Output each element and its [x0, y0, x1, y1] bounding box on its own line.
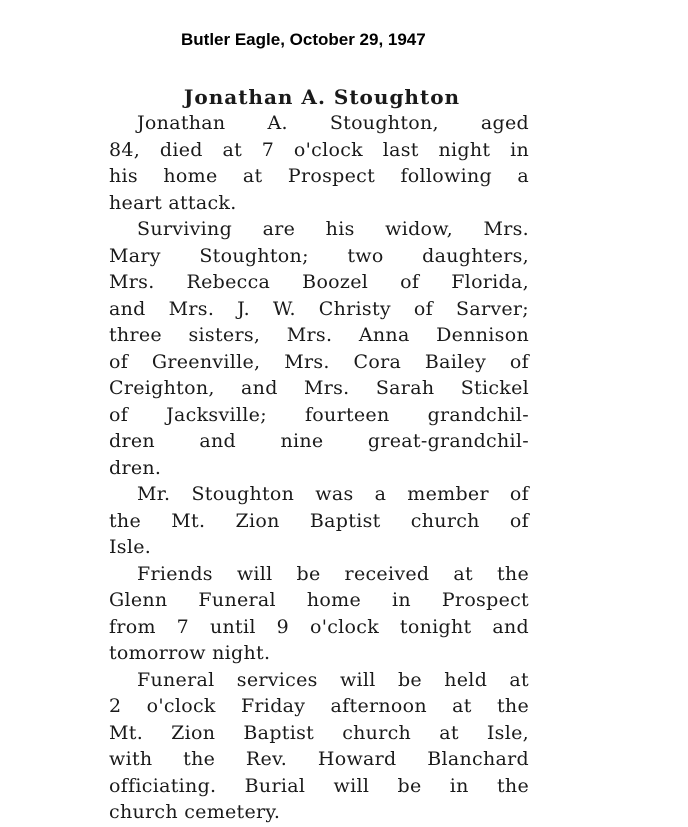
paragraph-services [109, 667, 529, 826]
text-line: and Mrs. J. W. Christy of Sarver; [109, 297, 529, 320]
text-line: Friends will be received at the [137, 562, 529, 585]
paragraph-survivors [109, 216, 529, 481]
text-line: officiating. Burial will be in the [109, 774, 529, 797]
text-line: Mrs. Rebecca Boozel of Florida, [109, 271, 529, 293]
text-line: 2 o'clock Friday afternoon at the [109, 695, 529, 717]
text-line: Surviving are his widow, Mrs. [137, 218, 529, 240]
text-line: Funeral services will be held at [137, 668, 529, 691]
text-line: with the Rev. Howard Blanchard [109, 748, 529, 770]
text-line: Mt. Zion Baptist church at Isle, [109, 721, 529, 744]
obituary-headline: Jonathan A. Stoughton [183, 85, 461, 109]
text-line: dren. [109, 456, 162, 479]
text-line: Creighton, and Mrs. Sarah Stickel [109, 377, 529, 399]
text-line: three sisters, Mrs. Anna Dennison [109, 324, 529, 346]
source-caption: Butler Eagle, October 29, 1947 [181, 30, 426, 49]
text-line: the Mt. Zion Baptist church of [109, 509, 529, 532]
text-line: Mary Stoughton; two daughters, [109, 244, 529, 267]
paragraph-membership [109, 481, 529, 561]
text-line: from 7 until 9 o'clock tonight and [109, 615, 529, 638]
text-line: of Greenville, Mrs. Cora Bailey of [109, 350, 529, 373]
text-line: tomorrow night. [109, 642, 271, 664]
text-line: heart attack. [109, 191, 237, 214]
text-line: his home at Prospect following a [109, 165, 529, 187]
text-line: Glenn Funeral home in Prospect [109, 589, 529, 611]
text-line: church cemetery. [109, 801, 281, 823]
newspaper-clipping [109, 84, 529, 826]
text-line: Isle. [109, 536, 152, 558]
text-line: Jonathan A. Stoughton, aged [137, 112, 529, 134]
text-line: of Jacksville; fourteen grandchil- [109, 403, 529, 426]
text-line: Mr. Stoughton was a member of [137, 483, 529, 505]
text-line: 84, died at 7 o'clock last night in [109, 138, 529, 161]
paragraph-visitation [109, 561, 529, 667]
paragraph-death-notice [109, 110, 529, 216]
text-line: dren and nine great-grandchil- [109, 430, 529, 452]
